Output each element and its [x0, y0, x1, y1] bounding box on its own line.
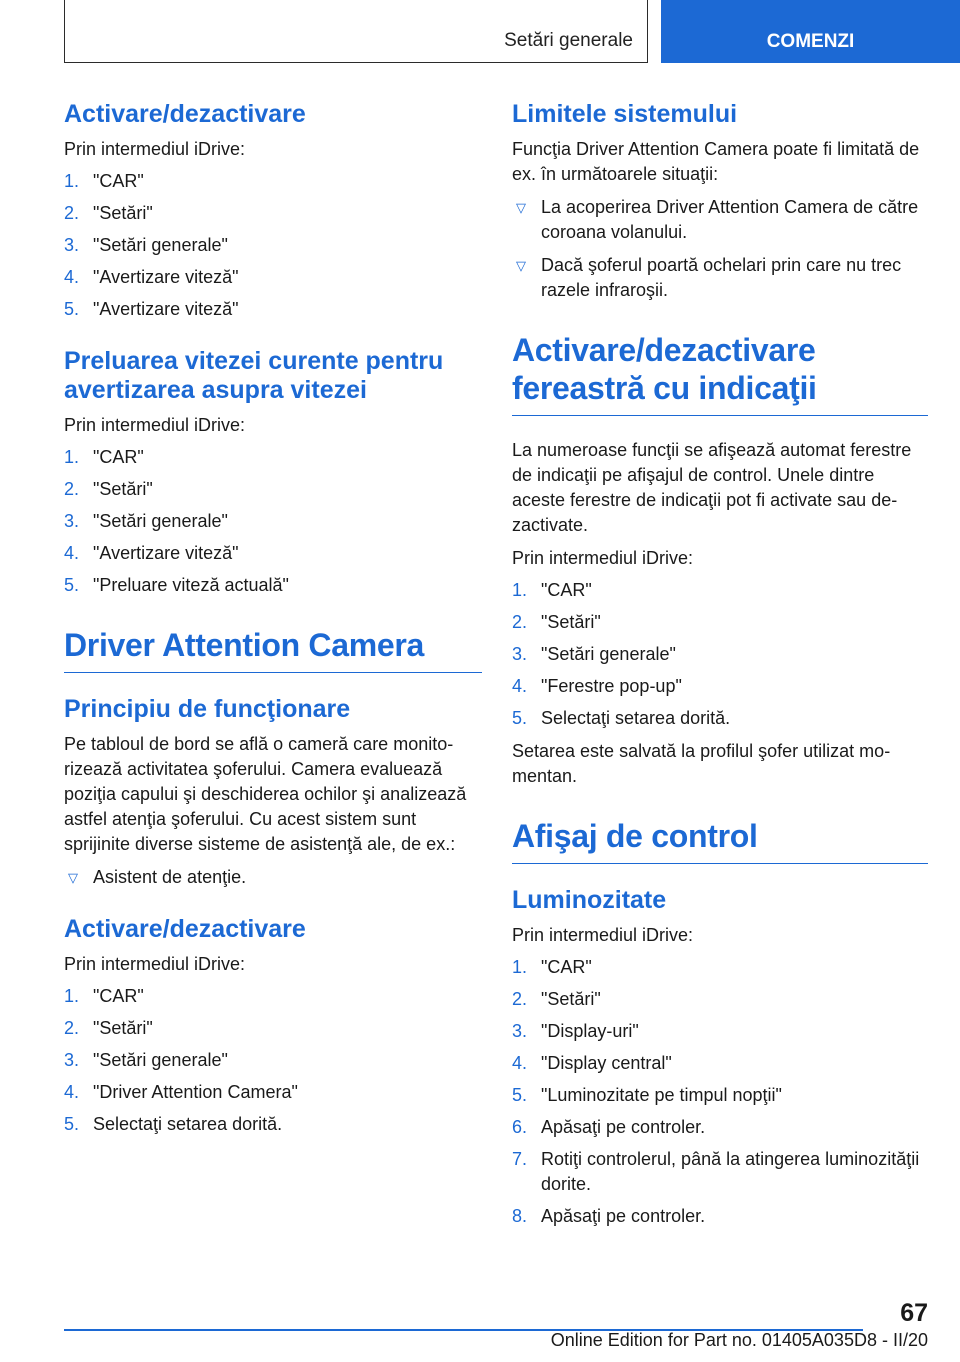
step-text: "Preluare viteză actuală": [93, 575, 289, 595]
step-text: "Setări": [93, 1018, 153, 1038]
step-text: "Display central": [541, 1053, 672, 1073]
heading-control-display: Afişaj de control: [512, 817, 928, 864]
step-text: Apăsaţi pe controler.: [541, 1206, 706, 1226]
step-text: "Setări": [541, 612, 601, 632]
step-number: 5.: [64, 299, 80, 319]
step-number: 2.: [64, 203, 80, 223]
chapter-tab: COMENZI: [661, 0, 960, 63]
heading-brightness: Luminozitate: [512, 886, 667, 914]
steps-list: [512, 955, 928, 1229]
step-number: 3.: [64, 235, 80, 255]
list-item: [512, 987, 928, 1012]
step-number: 4.: [512, 676, 528, 696]
page-header: [0, 0, 960, 66]
list-item: [64, 201, 482, 226]
step-number: 4.: [64, 1082, 80, 1102]
list-item: [512, 1019, 928, 1044]
step-text: Selectaţi setarea dorită.: [93, 1114, 283, 1134]
step-number: 1.: [512, 957, 528, 977]
heading-popup-windows: Activare/dezactivare fereastră cu indicaţii: [512, 331, 928, 416]
list-item: [64, 445, 482, 470]
list-item: [512, 1147, 928, 1197]
list-item: [512, 1204, 928, 1229]
list-item: [512, 253, 928, 303]
step-text: "CAR": [541, 580, 592, 600]
intro-text: Prin intermediul iDrive:: [512, 548, 694, 568]
step-number: 5.: [512, 708, 528, 728]
step-text: "Display-uri": [541, 1021, 639, 1041]
steps-list: [64, 169, 482, 322]
step-number: 1.: [512, 580, 528, 600]
bullet-text: Asistent de atenţie.: [93, 867, 247, 887]
step-number: 1.: [64, 986, 80, 1006]
list-item: [64, 541, 482, 566]
step-number: 1.: [64, 447, 80, 467]
step-text: "Avertizare viteză": [93, 299, 239, 319]
step-text: "Driver Attention Camera": [93, 1082, 298, 1102]
list-item: [512, 674, 928, 699]
step-text: "CAR": [541, 957, 592, 977]
triangle-bullet-icon: ▽: [516, 258, 526, 273]
step-text: "Avertizare viteză": [93, 543, 239, 563]
step-number: 1.: [64, 171, 80, 191]
step-number: 8.: [512, 1206, 528, 1226]
bullet-list: [64, 865, 482, 890]
step-text: "Setări": [93, 479, 153, 499]
step-number: 2.: [64, 1018, 80, 1038]
heading-activation: Activare/dezactivare: [64, 100, 306, 128]
step-text: "Setări generale": [93, 511, 228, 531]
step-number: 2.: [512, 612, 528, 632]
list-item: [64, 1080, 482, 1105]
list-item: [64, 1048, 482, 1073]
edition-text: Online Edition for Part no. 01405A035D8 - II/20: [550, 1330, 928, 1350]
step-number: 5.: [512, 1085, 528, 1105]
heading-system-limits: Limitele sistemului: [512, 100, 738, 128]
intro-text: Prin intermediul iDrive:: [64, 415, 246, 435]
step-text: Rotiţi controlerul, până la atingerea luminozităţii dorite.: [541, 1149, 920, 1194]
step-text: "Ferestre pop-up": [541, 676, 682, 696]
step-text: "Setări": [541, 989, 601, 1009]
intro-text: Prin intermediul iDrive:: [512, 925, 694, 945]
triangle-bullet-icon: ▽: [516, 200, 526, 215]
step-number: 7.: [512, 1149, 528, 1169]
list-item: [512, 1115, 928, 1140]
step-text: "CAR": [93, 986, 144, 1006]
bullet-list: [512, 195, 928, 303]
steps-list: [64, 984, 482, 1137]
step-text: "Setări generale": [93, 1050, 228, 1070]
section-title: Setări generale: [504, 30, 633, 51]
list-item: [64, 297, 482, 322]
step-number: 3.: [64, 511, 80, 531]
step-text: "CAR": [93, 447, 144, 467]
heading-speed-adoption: Preluarea vitezei curente pentru avertizarea asupra vitezei: [64, 347, 444, 404]
step-number: 4.: [64, 543, 80, 563]
step-text: Apăsaţi pe controler.: [541, 1117, 706, 1137]
step-text: "Setări generale": [541, 644, 676, 664]
step-number: 3.: [512, 1021, 528, 1041]
step-number: 6.: [512, 1117, 528, 1137]
right-column: [512, 100, 928, 1229]
heading-principle: Principiu de funcţionare: [64, 695, 351, 723]
left-column: [64, 100, 482, 1137]
heading-activation-camera: Activare/dezactivare: [64, 915, 306, 943]
step-number: 3.: [64, 1050, 80, 1070]
list-item: [64, 509, 482, 534]
list-item: [64, 865, 482, 890]
steps-list: [512, 578, 928, 731]
steps-list: [64, 445, 482, 598]
list-item: [512, 195, 928, 245]
list-item: [64, 477, 482, 502]
list-item: [64, 169, 482, 194]
step-number: 4.: [64, 267, 80, 287]
list-item: [64, 573, 482, 598]
list-item: [512, 706, 928, 731]
step-text: "Setări": [93, 203, 153, 223]
step-text: "Luminozitate pe timpul nopţii": [541, 1085, 782, 1105]
step-text: "Setări generale": [93, 235, 228, 255]
step-text: Selectaţi setarea dorită.: [541, 708, 731, 728]
triangle-bullet-icon: ▽: [68, 870, 78, 885]
list-item: [64, 1112, 482, 1137]
list-item: [512, 578, 928, 603]
bullet-text: Dacă şoferul poartă ochelari prin care nu trec razele infraroşii.: [541, 255, 902, 300]
list-item: [64, 233, 482, 258]
body-text: Setarea este salvată la profilul şofer utilizat momentan.: [512, 741, 891, 786]
intro-text: Prin intermediul iDrive:: [64, 139, 246, 159]
list-item: [64, 984, 482, 1009]
step-number: 2.: [64, 479, 80, 499]
bullet-text: La acoperirea Driver Attention Camera de către coroana volanului.: [541, 197, 919, 242]
list-item: [512, 642, 928, 667]
section-header-box: [64, 0, 648, 63]
step-number: 3.: [512, 644, 528, 664]
step-text: "CAR": [93, 171, 144, 191]
heading-driver-attention-camera: Driver Attention Camera: [64, 626, 482, 673]
body-text: Pe tabloul de bord se află o cameră care monitorizează activitatea şoferului. Camera evaluează poziţia capului şi deschiderea ochilor şi analizează astfel atenţia şoferului. Cu acest sistem sunt sprijinite diverse sisteme de asistenţă ale, de ex.:: [64, 734, 467, 854]
intro-text: Prin intermediul iDrive:: [64, 954, 246, 974]
step-text: "Avertizare viteză": [93, 267, 239, 287]
list-item: [64, 1016, 482, 1041]
list-item: [512, 955, 928, 980]
list-item: [512, 610, 928, 635]
body-text: La numeroase funcţii se afişează automat ferestre de indicaţii pe afişajul de control. Unele dintre aceste ferestre de indicaţii pot fi activate sau dezactivate.: [512, 440, 912, 535]
list-item: [512, 1083, 928, 1108]
step-number: 5.: [64, 575, 80, 595]
step-number: 4.: [512, 1053, 528, 1073]
page-number: 67: [900, 1299, 928, 1327]
step-number: 5.: [64, 1114, 80, 1134]
step-number: 2.: [512, 989, 528, 1009]
list-item: [64, 265, 482, 290]
list-item: [512, 1051, 928, 1076]
body-text: Funcţia Driver Attention Camera poate fi limitată de ex. în următoarele situaţii:: [512, 139, 920, 184]
